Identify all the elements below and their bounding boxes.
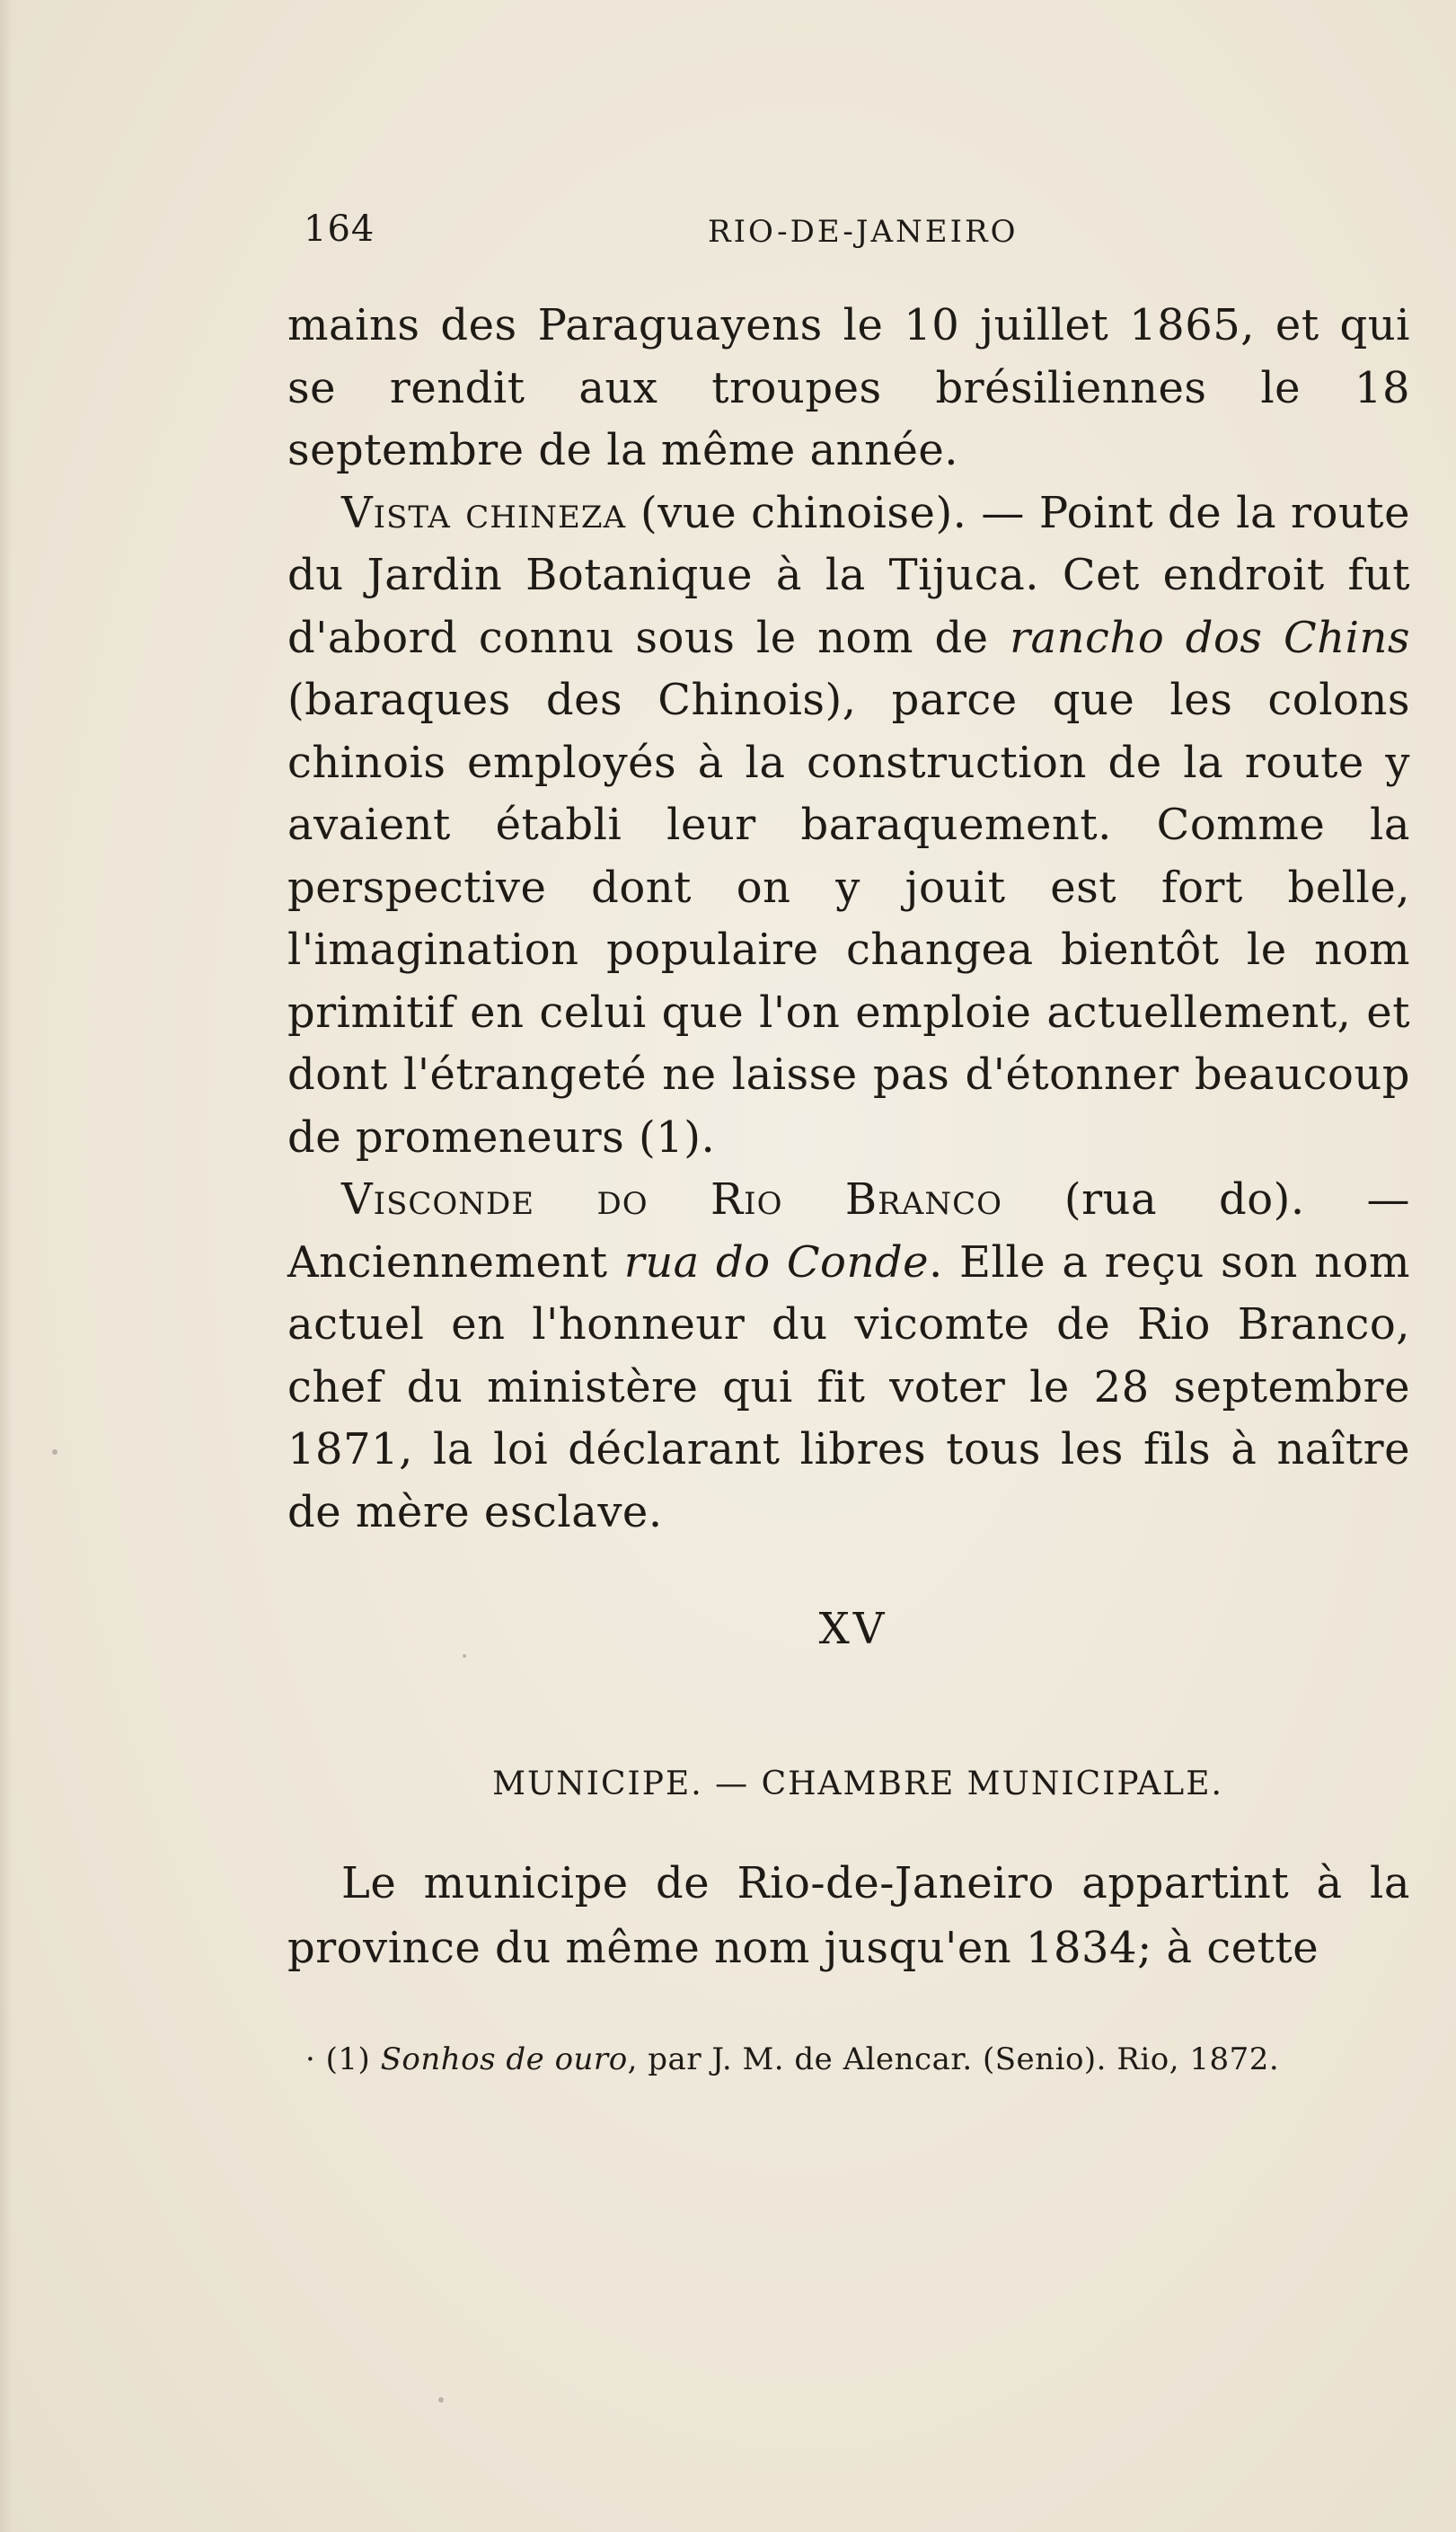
entry-vista-chineza bbox=[287, 482, 1410, 1170]
chapter-opening-paragraph: Le municipe de Rio-de-Janeiro appartint à la province du même nom jusqu'en 1834; à cette bbox=[287, 1858, 1410, 1973]
paper-speck bbox=[463, 1654, 466, 1658]
entry-italic-name: rancho dos Chins bbox=[1010, 612, 1410, 663]
entry-rest: (baraques des Chinois), parce que les colons chinois employés à la construction de la route y avaient établi leur baraquement. Comme la perspective dont on y jouit est fort belle, l'imagination populaire changea bientôt le nom primitif en celui que l'on emploie actuellement, et dont l'étrangeté ne laisse pas d'étonner beaucoup de promeneurs (1). bbox=[287, 675, 1410, 1163]
chapter-title: MUNICIPE. — CHAMBRE MUNICIPALE. bbox=[492, 1766, 1223, 1802]
footnote bbox=[305, 2041, 1410, 2077]
page-number: 164 bbox=[304, 208, 375, 250]
entry-visconde-do-rio-branco bbox=[287, 1169, 1410, 1544]
footnote-marker: · (1) bbox=[305, 2041, 381, 2077]
entry-italic-name: rua do Conde bbox=[623, 1236, 929, 1288]
chapter-body bbox=[287, 1851, 1410, 1980]
entry-gloss: (rua do). —Anciennement bbox=[287, 1174, 1410, 1288]
paper-speck bbox=[52, 1449, 57, 1455]
running-head: RIO-DE-JANEIRO bbox=[708, 214, 1019, 250]
chapter-number: XV bbox=[818, 1604, 888, 1654]
footnote-italic-title: Sonhos de ouro bbox=[380, 2041, 628, 2077]
page-header bbox=[304, 208, 1404, 262]
entry-rest: . Elle a reçu son nom actuel en l'honneur du vicomte de Rio Branco, chef du ministère qui fit voter le 28 septembre 1871, la loi déclarant libres tous les fils à naître de mère esclave. bbox=[287, 1236, 1410, 1537]
continuation-text: mains des Paraguayens le 10 juillet 1865, et qui se rendit aux troupes brésiliennes le 18 septembre de la même année. bbox=[287, 300, 1410, 475]
entry-term: Vista chineza bbox=[341, 487, 627, 538]
continuation-paragraph bbox=[287, 295, 1410, 482]
entry-term: Visconde do Rio Branco bbox=[341, 1174, 1002, 1225]
body-text bbox=[287, 295, 1410, 1544]
page-gutter-shadow bbox=[0, 0, 13, 2532]
footnote-rest: , par J. M. de Alencar. (Senio). Rio, 1872. bbox=[627, 2041, 1280, 2077]
paper-speck bbox=[438, 2397, 444, 2403]
entry-gloss: (vue chinoise). — Point de la route du Jardin Botanique à la Tijuca. Cet endroit fut d'abord connu sous le nom de bbox=[287, 487, 1410, 663]
